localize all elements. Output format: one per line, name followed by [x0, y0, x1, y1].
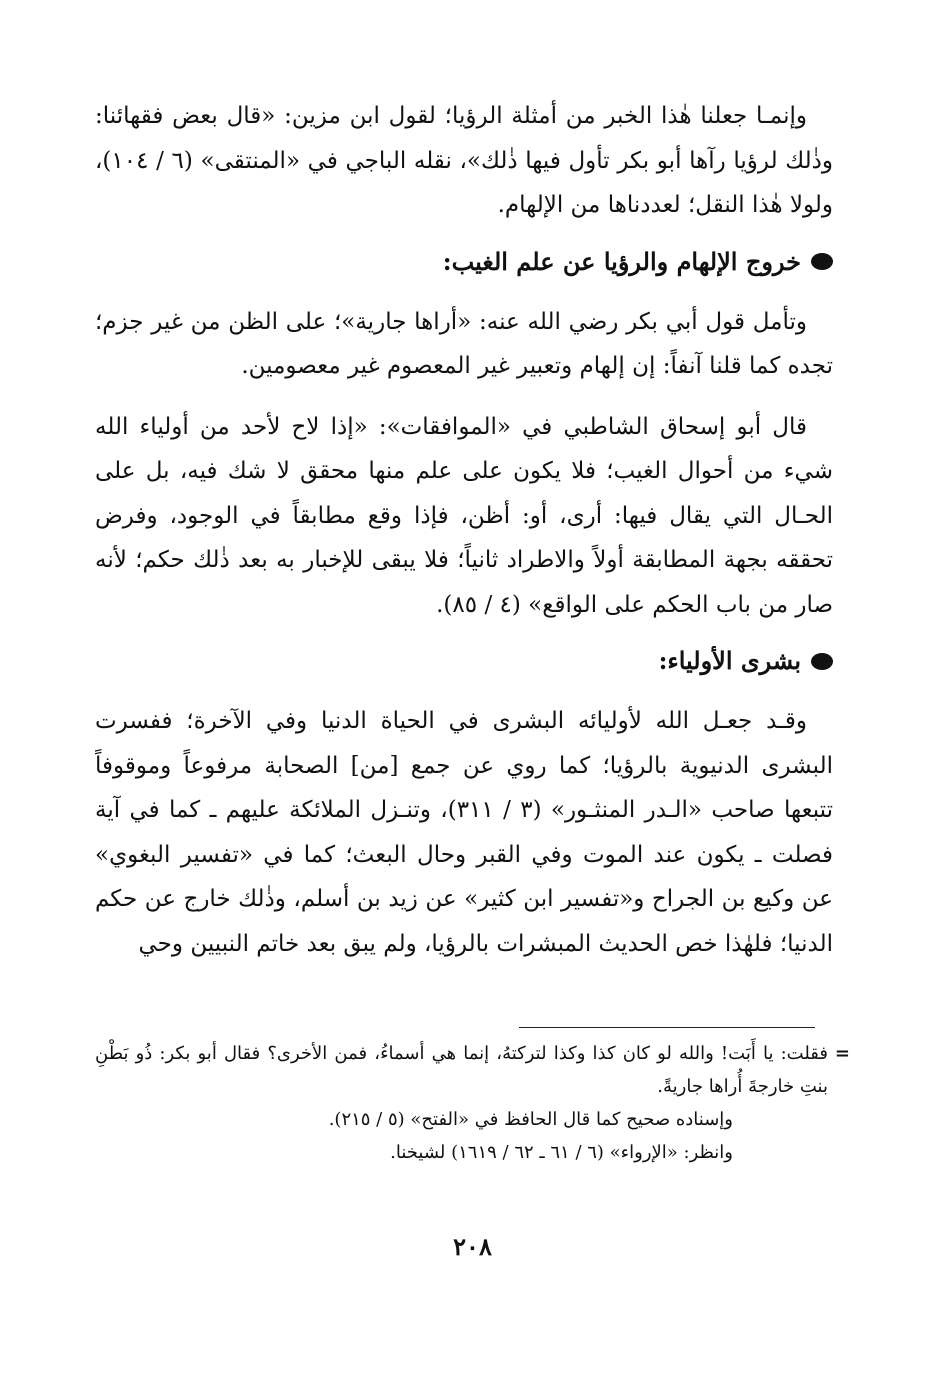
section-heading-2	[95, 639, 833, 683]
footnote-divider	[519, 1027, 815, 1028]
footnotes	[95, 1037, 850, 1169]
section-heading-1	[95, 240, 833, 284]
footnote-line-1: فقلت: يا أَبَت! والله لو كان كذا وكذا لتركتهُ، إنما هي أسماءُ، فمن الأخرى؟ فقال أبو بكر: ذُو بَطْنِ بنتِ خارجةَ أُراها جاريةً.	[95, 1043, 828, 1097]
main-text	[95, 94, 833, 966]
paragraph-1: وإنمـا جعلنا هٰذا الخبر من أمثلة الرؤيا؛ لقول ابن مزين: «قال بعض فقهائنا: وذٰلك لرؤيا رآها أبو بكر تأول فيها ذٰلك»، نقله الباجي في «المنتقى» (٦ / ١٠٤)، ولولا هٰذا النقل؛ لعددناها من الإلهام.	[95, 103, 833, 218]
continuation-mark: =	[834, 1043, 850, 1064]
section-heading-2-text: بشرى الأولياء:	[658, 646, 801, 675]
bullet-icon	[811, 653, 833, 670]
paragraph-2: وتأمل قول أبي بكر رضي الله عنه: «أراها جارية»؛ على الظن من غير جزم؛ تجده كما قلنا آنفاً: إن إلهام وتعبير غير المعصوم غير معصومين.	[95, 308, 833, 379]
paragraph-4: وقـد جعـل الله لأوليائه البشرى في الحياة الدنيا وفي الآخرة؛ ففسرت البشرى الدنيوية بالرؤيا؛ كما روي عن جمع [من] الصحابة مرفوعاً وموقوفاً تتبعها صاحب «الـدر المنثـور» (٣ / ٣١١)، وتنـزل الملائكة عليهم ـ كما في آية فصلت ـ يكون عند الموت وفي القبر وحال البعث؛ كما في «تفسير البغوي» عن وكيع بن الجراح و«تفسير ابن كثير» عن زيد بن أسلم، وذٰلك خارج عن حكم الدنيا؛ فلهٰذا خص الحديث المبشرات بالرؤيا، ولم يبق بعد خاتم النبيين وحي	[95, 708, 833, 957]
page-number: ٢٠٨	[453, 1232, 492, 1261]
paragraph-3: قال أبو إسحاق الشاطبي في «الموافقات»: «إذا لاح لأحد من أولياء الله شيء من أحوال الغيب؛ فلا يكون على علم منها محقق لا شك فيه، بل على الحـال التي يقال فيها: أرى، أو: أظن، فإذا وقع مطابقاً في الوجود، وفرض تحققه بجهة المطابقة أولاً والاطراد ثانياً؛ فلا يبقى للإخبار به بعد ذٰلك حكم؛ لأنه صار من باب الحكم على الواقع» (٤ / ٨٥).	[95, 413, 833, 618]
section-heading-1-text: خروج الإلهام والرؤيا عن علم الغيب:	[442, 246, 801, 276]
bullet-icon	[811, 253, 833, 270]
footnote-line-2: وإسناده صحيح كما قال الحافظ في «الفتح» (٥ / ٢١٥).	[328, 1109, 733, 1130]
footnote-line-3: وانظر: «الإرواء» (٦ / ٦١ ـ ٦٢ / ١٦١٩) لشيخنا.	[390, 1142, 733, 1163]
footnote-continuation	[95, 1037, 850, 1103]
